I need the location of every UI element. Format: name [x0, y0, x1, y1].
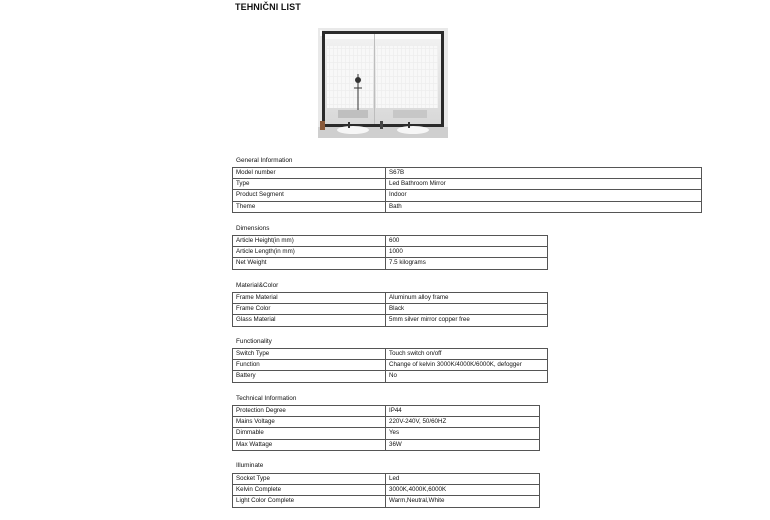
spec-key: Dimmable: [233, 428, 386, 439]
spec-key: Theme: [233, 201, 386, 212]
spec-value: 7.5 kilograms: [386, 258, 548, 269]
spec-key: Article Height(in mm): [233, 236, 386, 247]
table-row: [233, 190, 702, 201]
section-label: Functionality: [236, 338, 272, 345]
table-row: [233, 201, 702, 212]
table-row: [233, 360, 548, 371]
section-label: General Information: [236, 157, 293, 164]
spec-table: [232, 167, 702, 213]
table-row: [233, 371, 548, 382]
spec-value: 600: [386, 236, 548, 247]
table-row: [233, 349, 548, 360]
table-row: [233, 304, 548, 315]
document-title: TEHNIČNI LIST: [235, 2, 301, 12]
table-row: [233, 236, 548, 247]
spec-table: [232, 292, 548, 327]
spec-key: Glass Material: [233, 315, 386, 326]
spec-value: Led: [386, 474, 540, 485]
spec-value: S67B: [386, 168, 702, 179]
spec-key: Net Weight: [233, 258, 386, 269]
spec-key: Max Wattage: [233, 439, 386, 450]
spec-value: Indoor: [386, 190, 702, 201]
spec-key: Switch Type: [233, 349, 386, 360]
spec-value: Warm,Neutral,White: [386, 496, 540, 507]
spec-value: Bath: [386, 201, 702, 212]
table-row: [233, 258, 548, 269]
spec-key: Protection Degree: [233, 406, 386, 417]
spec-value: No: [386, 371, 548, 382]
mirror-photo: [318, 28, 448, 138]
spec-key: Frame Material: [233, 293, 386, 304]
product-image: [318, 28, 448, 138]
table-row: [233, 496, 540, 507]
spec-key: Model number: [233, 168, 386, 179]
table-row: [233, 474, 540, 485]
section-label: Technical Information: [236, 395, 297, 402]
spec-key: Article Length(in mm): [233, 247, 386, 258]
spec-table: [232, 405, 540, 451]
spec-value: Change of kelvin 3000K/4000K/6000K, defogger: [386, 360, 548, 371]
table-row: [233, 417, 540, 428]
spec-value: 3000K,4000K,6000K: [386, 485, 540, 496]
table-row: [233, 485, 540, 496]
spec-value: 5mm silver mirror copper free: [386, 315, 548, 326]
table-row: [233, 168, 702, 179]
spec-key: Battery: [233, 371, 386, 382]
spec-value: Led Bathroom Mirror: [386, 179, 702, 190]
spec-value: 220V-240V, 50/60HZ: [386, 417, 540, 428]
table-row: [233, 406, 540, 417]
table-row: [233, 247, 548, 258]
section-label: Illuminate: [236, 462, 264, 469]
spec-value: Touch switch on/off: [386, 349, 548, 360]
spec-value: 1000: [386, 247, 548, 258]
section-label: Material&Color: [236, 282, 279, 289]
spec-value: IP44: [386, 406, 540, 417]
table-row: [233, 293, 548, 304]
spec-key: Frame Color: [233, 304, 386, 315]
spec-key: Mains Voltage: [233, 417, 386, 428]
spec-table: [232, 473, 540, 508]
spec-key: Kelvin Complete: [233, 485, 386, 496]
spec-value: Black: [386, 304, 548, 315]
spec-value: Yes: [386, 428, 540, 439]
table-row: [233, 428, 540, 439]
spec-value: Aluminum alloy frame: [386, 293, 548, 304]
table-row: [233, 315, 548, 326]
spec-key: Function: [233, 360, 386, 371]
spec-key: Light Color Complete: [233, 496, 386, 507]
table-row: [233, 179, 702, 190]
spec-key: Type: [233, 179, 386, 190]
spec-table: [232, 348, 548, 383]
spec-key: Socket Type: [233, 474, 386, 485]
table-row: [233, 439, 540, 450]
spec-key: Product Segment: [233, 190, 386, 201]
spec-table: [232, 235, 548, 270]
section-label: Dimensions: [236, 225, 270, 232]
spec-value: 36W: [386, 439, 540, 450]
